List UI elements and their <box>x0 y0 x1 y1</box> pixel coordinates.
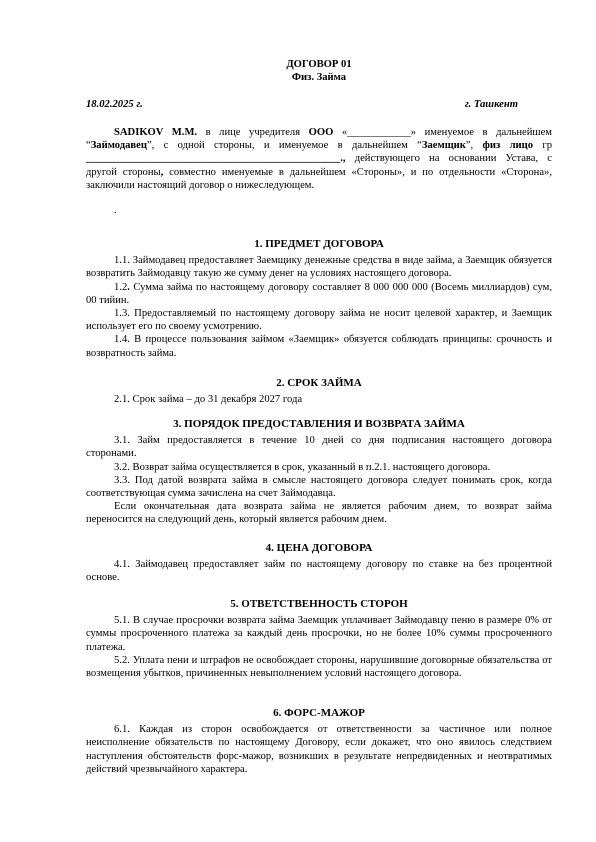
borrower-term: Заемщик <box>421 140 466 152</box>
clause-text: Сумма займа по настоящему договору составляет 8 000 000 000 (Восемь миллиардов) сум, 00 тийин. <box>86 281 552 306</box>
clause-3-3: 3.3. Под датой возврата займа в смысле настоящего договора следует понимать срок, когда соответствующая сумма зачислена на счет Займодавца. <box>86 474 552 500</box>
section-heading: 4. ЦЕНА ДОГОВОРА <box>265 542 373 554</box>
borrower-name-blank: ________________________________________________., <box>86 153 346 165</box>
title-line: ДОГОВОР 01 <box>286 59 352 70</box>
contract-date: 18.02.2025 г. <box>86 99 143 110</box>
clause-4-1: 4.1. Займодавец предоставляет займ по настоящему договору по ставке на без процентной основе. <box>86 559 552 584</box>
intro-text: действующего на основании Устава, с другой стороны <box>86 153 552 178</box>
clause-2-1: 2.1. Срок займа – до 31 декабря 2027 года <box>114 394 303 406</box>
section-2 <box>86 377 552 406</box>
section-5 <box>86 598 552 680</box>
intro-text: «____________» именуемое в дальнейшем “ <box>86 127 552 152</box>
borrower-type: физ лицо <box>482 140 534 152</box>
section-4 <box>86 542 552 585</box>
intro-comma: , <box>160 166 164 178</box>
section-heading: 6. ФОРС-МАЖОР <box>273 707 365 719</box>
clause-3-2: 3.2. Возврат займа осуществляется в срок, указанный в п.2.1. настоящего договора. <box>114 461 491 473</box>
section-heading: 1. ПРЕДМЕТ ДОГОВОРА <box>254 238 384 250</box>
section-6 <box>86 707 552 776</box>
section-1 <box>86 238 552 360</box>
stray-dot: . <box>114 205 117 217</box>
intro-text: в лице учредителя <box>197 127 309 138</box>
section-heading: 5. ОТВЕТСТВЕННОСТЬ СТОРОН <box>230 598 408 610</box>
intro-text: совместно именуемые в дальнейшем «Стороны», и по отдельности «Сторона», заключили настоящий договор о нижеследующем. <box>86 166 552 191</box>
section-heading: 3. ПОРЯДОК ПРЕДОСТАВЛЕНИЯ И ВОЗВРАТА ЗАЙМА <box>173 418 465 430</box>
clause-5-1: 5.1. В случае просрочки возврата займа Заемщик уплачивает Займодавцу пеню в размере 0% от суммы просроченного платежа за каждый день просрочки, но не более 10% суммы просроченного платежа. <box>86 615 552 653</box>
lender-name: SADIKOV M.M. <box>114 127 198 138</box>
clause-1-4: 1.4. В процессе пользования займом «Заемщик» обязуется соблюдать принципы: срочность и возвратность займа. <box>86 334 552 359</box>
clause-1-2 <box>86 281 552 307</box>
clause-number: 1.2 <box>114 281 128 293</box>
date-city-row <box>86 98 552 112</box>
lender-term: Займодавец <box>90 140 147 152</box>
clause-3-1: 3.1. Займ предоставляется в течение 10 дней со дня подписания настоящего договора сторонами. <box>86 435 552 460</box>
clause-3-4: Если окончательная дата возврата займа не является рабочим днем, то возврат займа переносится на следующий день, который является рабочим днем. <box>86 501 552 526</box>
clause-6-1: 6.1. Каждая из сторон освобождается от ответственности за частичное или полное неисполнение обязательств по настоящему Договору, если докажет, что оно явилось следствием наступления обстоятельств форс-мажор, возникших в результате непредвиденных и неотвратимых действий чрезвычайного характера. <box>86 724 552 775</box>
org-form: ООО <box>308 127 334 138</box>
document-title <box>86 58 552 84</box>
section-heading: 2. СРОК ЗАЙМА <box>276 377 362 389</box>
clause-5-2: 5.2. Уплата пени и штрафов не освобождает стороны, нарушившие договорные обязательства от возмещения убытков, причиненных невыполнением условий настоящего договора. <box>86 654 552 680</box>
intro-text: ”, с одной стороны, и именуемое в дальнейшем “ <box>146 140 422 152</box>
clause-number-dot: . <box>127 281 130 293</box>
intro-text: гр <box>533 140 552 152</box>
intro-text: ”, <box>465 140 483 152</box>
clause-1-1: 1.1. Займодавец предоставляет Заемщику денежные средства в виде займа, а Заемщик обязуется возвратить Займодавцу такую же сумму денег на условиях настоящего договора. <box>86 255 552 280</box>
section-3 <box>86 418 552 527</box>
clause-1-3: 1.3. Предоставляемый по настоящему договору займа не носит целевой характер, и Заемщик использует его по своему усмотрению. <box>86 308 552 333</box>
intro-paragraph <box>86 126 552 217</box>
contract-city: г. Ташкент <box>464 99 518 110</box>
subtitle-line: Физ. Займа <box>291 72 347 84</box>
